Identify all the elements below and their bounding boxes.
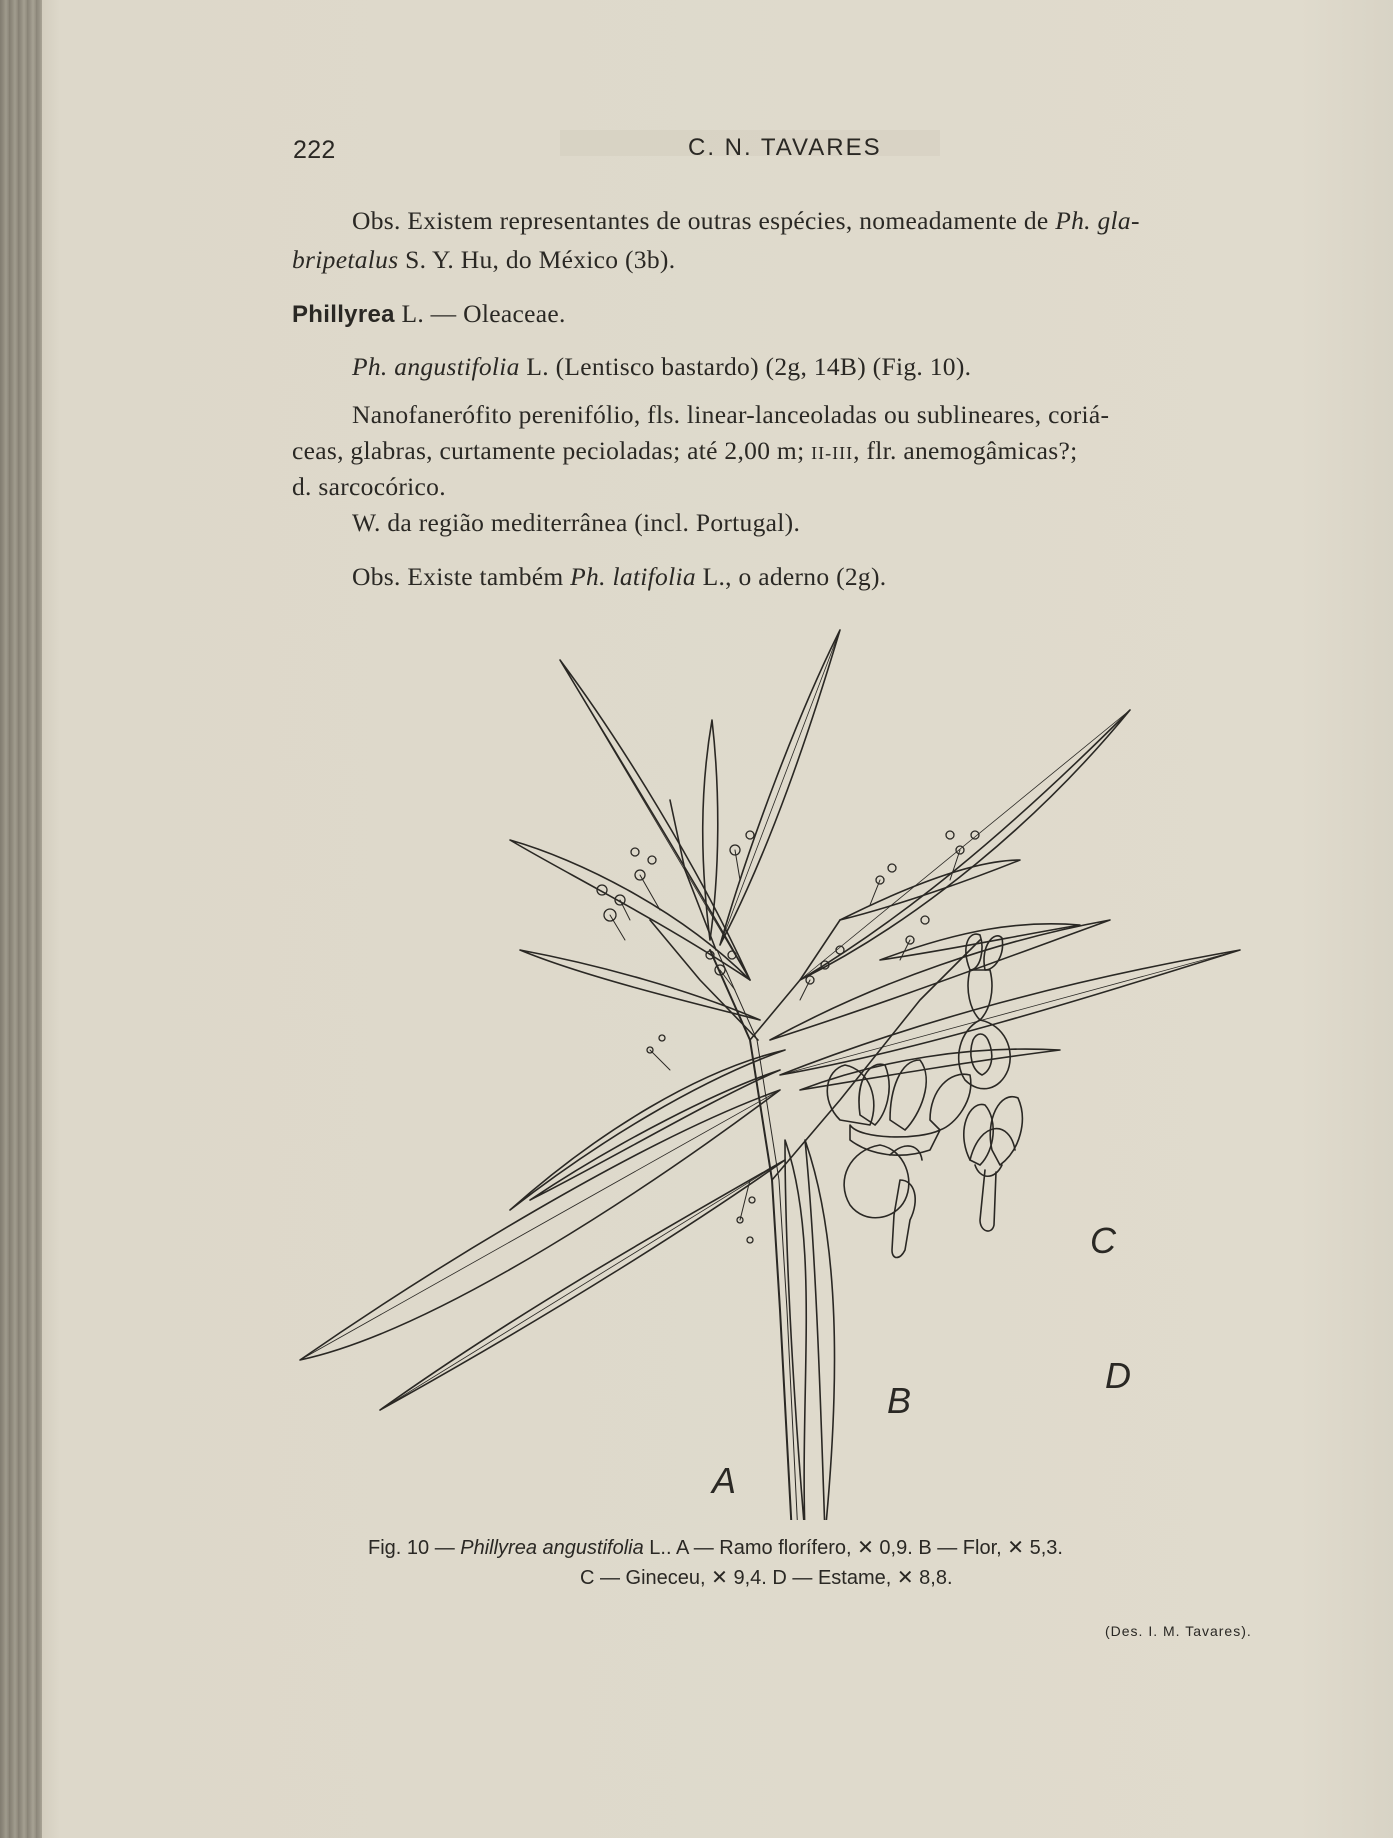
obs1-line2: bripetalus S. Y. Hu, do México (3b). [292, 245, 676, 274]
gynoecium-C [959, 934, 1011, 1089]
figure-caption-line2: C — Gineceu, ✕ 9,4. D — Estame, ✕ 8,8. [580, 1567, 953, 1589]
description-line1: Nanofanerófito perenifólio, fls. linear-lanceoladas ou sublineares, coriá- [352, 400, 1110, 429]
figure-label-D: D [1105, 1355, 1131, 1396]
distribution: W. da região mediterrânea (incl. Portugal). [352, 508, 801, 537]
running-title: C. N. TAVARES [688, 134, 882, 161]
midrib [380, 1160, 785, 1410]
leaf [520, 950, 760, 1020]
figure-label-A: A [712, 1460, 737, 1501]
description-line3: d. sarcocórico. [292, 472, 446, 501]
leaf [800, 1049, 1060, 1090]
midrib [800, 710, 1130, 980]
midrib [560, 660, 750, 980]
leaf [703, 720, 718, 940]
species-heading: Ph. angustifolia L. (Lentisco bastardo) (2g, 14B) (Fig. 10). [352, 352, 972, 381]
figure-caption-line1: Fig. 10 — Phillyrea angustifolia L.. A — Ramo florífero, ✕ 0,9. B — Flor, ✕ 5,3. [368, 1537, 1063, 1559]
stamen-D [964, 1097, 1023, 1231]
leaf [530, 1070, 780, 1200]
book-spine [0, 0, 42, 1838]
midrib [300, 1090, 780, 1360]
obs1-line1: Obs. Existem representantes de outras espécies, nomeadamente de Ph. gla- [352, 206, 1140, 235]
figure-credit: (Des. I. M. Tavares). [1105, 1623, 1252, 1639]
leaf [805, 1140, 835, 1520]
genus-heading: Phillyrea L. — Oleaceae. [292, 299, 566, 328]
description-line2: ceas, glabras, curtamente pecioladas; até 2,00 m; II-III, flr. anemogâmicas?; [292, 436, 1078, 465]
page-number: 222 [293, 136, 336, 164]
figure-label-B: B [887, 1380, 912, 1421]
midrib [720, 630, 840, 945]
flower-buds [597, 831, 979, 1243]
obs2: Obs. Existe também Ph. latifolia L., o aderno (2g). [352, 562, 887, 591]
figure-label-C: C [1090, 1220, 1116, 1261]
